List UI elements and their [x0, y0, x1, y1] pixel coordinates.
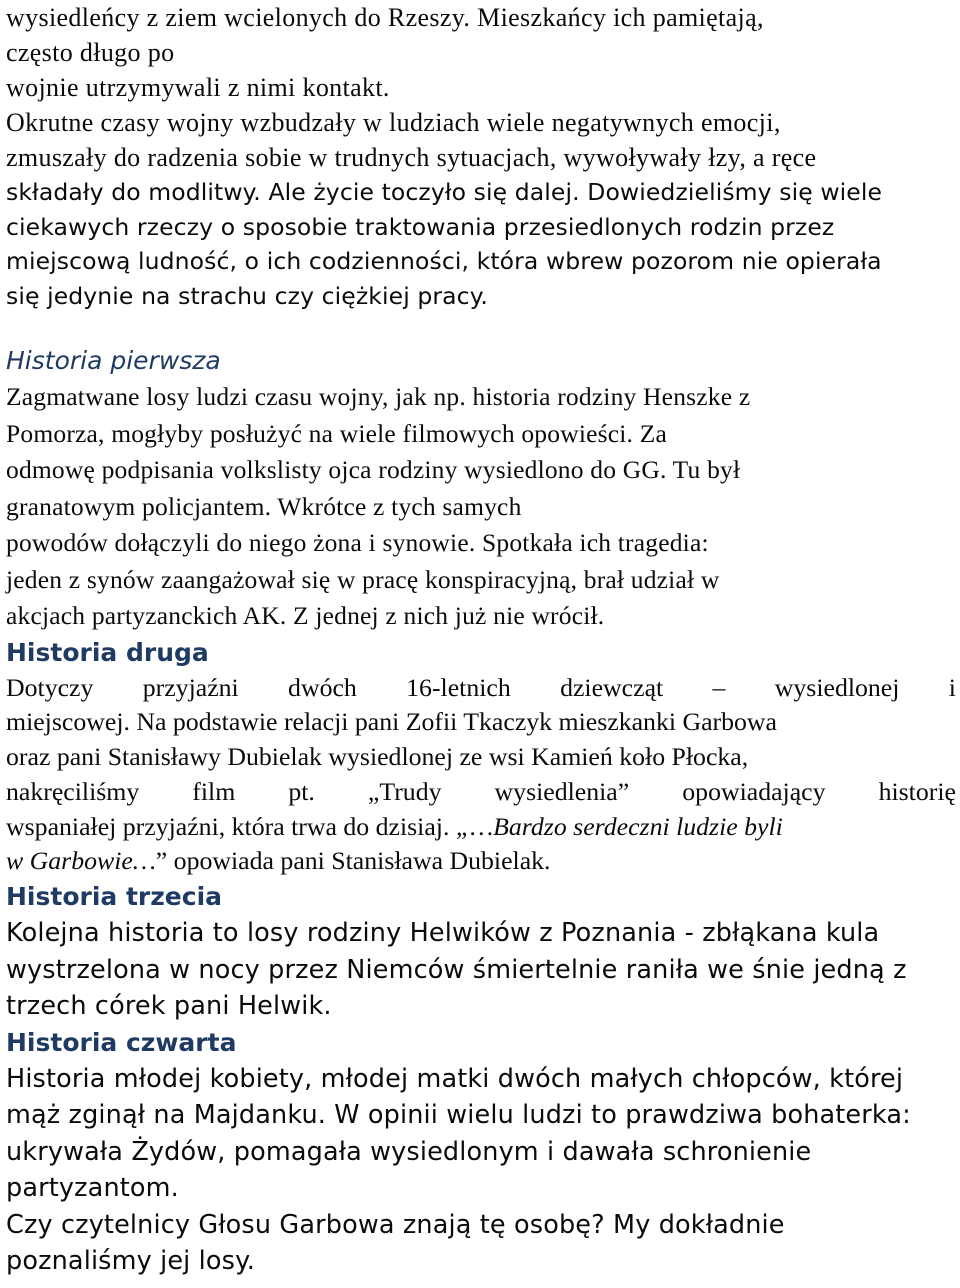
- story3-body: [6, 915, 956, 1025]
- quote-italic: „…Bardzo serdeczni ludzie byli: [455, 811, 783, 841]
- word: i: [948, 672, 956, 702]
- word: dwóch: [288, 672, 357, 702]
- word: opowiadający: [682, 776, 826, 806]
- text-line: składały do modlitwy. Ale życie toczyło się dalej. Dowiedzieliśmy się wiele: [6, 178, 883, 206]
- word: przyjaźni: [142, 672, 239, 702]
- text-line: poznaliśmy jej losy.: [6, 1246, 255, 1277]
- intro-paragraph-sans: [6, 175, 956, 313]
- text-line: powodów dołączyli do niego żona i synowie. Spotkała ich tragedia:: [6, 528, 709, 557]
- text-line: wysiedleńcy z ziem wcielonych do Rzeszy. Mieszkańcy ich pamiętają,: [6, 3, 764, 32]
- text-line: odmowę podpisania volkslisty ojca rodziny wysiedlono do GG. Tu był: [6, 455, 741, 484]
- text-line: Pomorza, mogłyby posłużyć na wiele filmowych opowieści. Za: [6, 418, 667, 448]
- text-line: granatowym policjantem. Wkrótce z tych samych: [6, 491, 522, 521]
- justified-line: [6, 671, 956, 706]
- story1-heading: Historia pierwsza: [6, 346, 221, 375]
- word: pt.: [288, 776, 315, 806]
- word: historię: [878, 776, 956, 806]
- text-line: wystrzelona w nocy przez Niemców śmiertelnie raniła we śnie jedną z: [6, 954, 907, 985]
- justified-line: [6, 775, 956, 810]
- text-line: ciekawych rzeczy o sposobie traktowania przesiedlonych rodzin przez: [6, 212, 835, 241]
- text-line: Zagmatwane losy ludzi czasu wojny, jak np. historia rodziny Henszke z: [6, 382, 751, 411]
- text-line: oraz pani Stanisławy Dubielak wysiedlonej ze wsi Kamień koło Płocka,: [6, 742, 749, 772]
- word: film: [192, 776, 236, 806]
- story2-heading: Historia druga: [6, 637, 209, 667]
- text-line: [6, 810, 956, 845]
- intro-paragraph-serif: [6, 0, 956, 175]
- word: „Trudy: [367, 776, 442, 806]
- text-line: trzech córek pani Helwik.: [6, 991, 332, 1022]
- word: –: [712, 672, 726, 702]
- word: Dotyczy: [6, 672, 94, 702]
- quote-italic: w Garbowie…: [6, 846, 156, 876]
- text-line: Kolejna historia to losy rodziny Helwików z Poznania - zbłąkana kula: [6, 918, 880, 949]
- story2-body: [6, 671, 956, 880]
- story1-body: [6, 379, 956, 635]
- text-line: [6, 844, 956, 879]
- text-line: miejscową ludność, o ich codzienności, która wbrew pozorom nie opierała: [6, 247, 882, 275]
- text-line: mąż zginął na Majdanku. W opinii wielu ludzi to prawdziwa bohaterka:: [6, 1100, 911, 1131]
- story3-heading: Historia trzecia: [6, 882, 223, 912]
- text-span: ” opowiada pani Stanisława Dubielak.: [155, 846, 551, 876]
- text-line: zmuszały do radzenia sobie w trudnych sytuacjach, wywoływały łzy, a ręce: [6, 143, 817, 172]
- text-span: wspaniałej przyjaźni, która trwa do dzisiaj.: [6, 811, 456, 841]
- word: 16-letnich: [406, 672, 511, 702]
- text-line: jeden z synów zaangażował się w pracę konspiracyjną, brał udział w: [6, 564, 720, 594]
- document-page: [6, 0, 956, 1280]
- text-line: Historia młodej kobiety, młodej matki dwóch małych chłopców, której: [6, 1063, 904, 1094]
- story4-heading: Historia czwarta: [6, 1027, 237, 1057]
- word: dziewcząt: [560, 672, 664, 702]
- text-line: Okrutne czasy wojny wzbudzały w ludziach wiele negatywnych emocji,: [6, 108, 781, 137]
- word: wysiedlonej: [774, 672, 900, 702]
- text-line: partyzantom.: [6, 1173, 179, 1204]
- story4-body: [6, 1061, 956, 1280]
- text-line: miejscowej. Na podstawie relacji pani Zofii Tkaczyk mieszkanki Garbowa: [6, 707, 778, 737]
- text-line: ukrywała Żydów, pomagała wysiedlonym i dawała schronienie: [6, 1136, 812, 1167]
- text-line: często długo po: [6, 38, 175, 67]
- word: wysiedlenia”: [494, 776, 630, 806]
- text-line: wojnie utrzymywali z nimi kontakt.: [6, 73, 390, 102]
- word: nakręciliśmy: [6, 776, 140, 806]
- text-line: się jedynie na strachu czy ciężkiej pracy.: [6, 281, 488, 310]
- text-line: akcjach partyzanckich AK. Z jednej z nich już nie wrócił.: [6, 601, 605, 630]
- text-line: Czy czytelnicy Głosu Garbowa znają tę osobę? My dokładnie: [6, 1209, 785, 1240]
